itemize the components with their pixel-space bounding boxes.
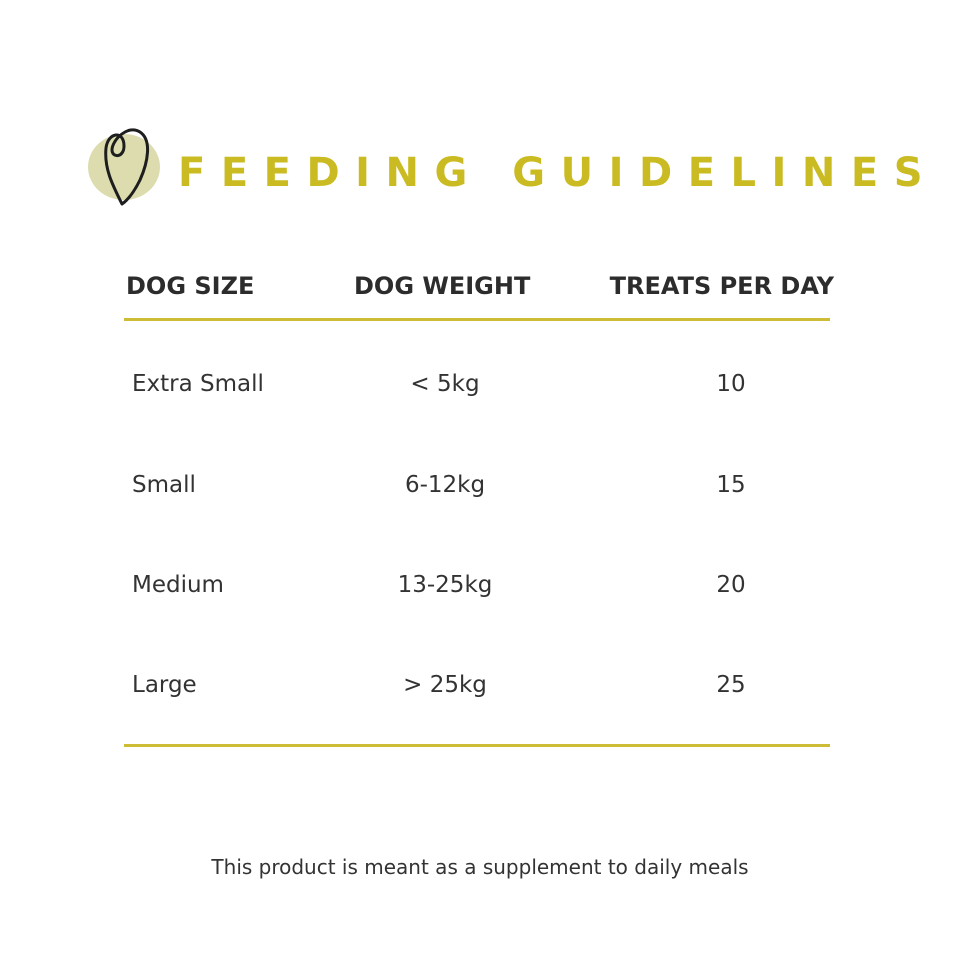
cell-dog-weight: 6-12kg	[404, 472, 486, 498]
cell-treats: 25	[716, 672, 746, 698]
cell-dog-weight: 13-25kg	[397, 572, 493, 598]
table-body	[124, 321, 830, 747]
feeding-table	[124, 262, 834, 747]
cell-treats: 15	[716, 472, 746, 498]
table-header	[124, 262, 834, 321]
table-row	[124, 665, 830, 705]
page-title: FEEDING GUIDELINES	[178, 150, 938, 196]
cell-dog-size: Large	[132, 672, 197, 698]
cell-dog-size: Extra Small	[132, 371, 264, 397]
header-treats-per-day: TREATS PER DAY	[609, 272, 834, 300]
cell-dog-weight: < 5kg	[410, 371, 480, 397]
table-row	[124, 565, 830, 605]
cell-dog-weight: > 25kg	[403, 672, 487, 698]
footer-note: This product is meant as a supplement to daily meals	[211, 855, 749, 879]
table-row	[124, 465, 830, 505]
cell-treats: 10	[716, 371, 746, 397]
title-row	[86, 118, 938, 213]
table-row	[124, 364, 830, 404]
cell-dog-size: Medium	[132, 572, 224, 598]
heart-icon	[86, 118, 166, 213]
header-dog-weight: DOG WEIGHT	[354, 272, 531, 300]
cell-dog-size: Small	[132, 472, 196, 498]
cell-treats: 20	[716, 572, 746, 598]
header-dog-size: DOG SIZE	[126, 272, 255, 300]
